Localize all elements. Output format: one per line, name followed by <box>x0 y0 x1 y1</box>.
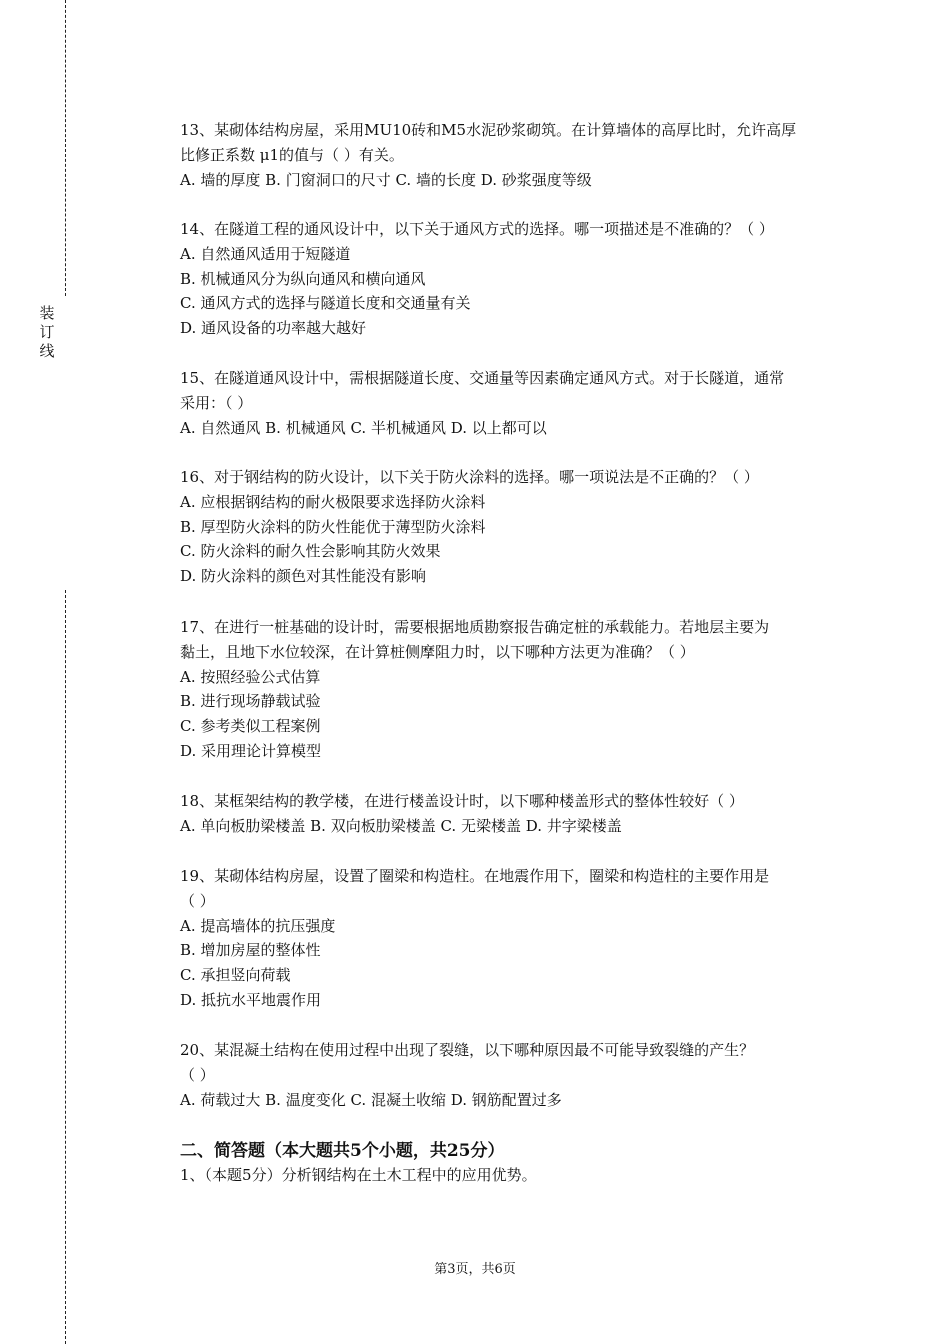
question-line: A. 提高墙体的抗压强度 <box>180 916 336 935</box>
question-line: （ ） <box>180 1065 215 1084</box>
question-stem: 19、某砌体结构房屋，设置了圈梁和构造柱。在地震作用下，圈梁和构造柱的主要作用是 <box>180 867 770 885</box>
question-stem: 14、在隧道工程的通风设计中，以下关于通风方式的选择。哪一项描述是不准确的？（ ） <box>180 220 774 238</box>
question-line: D. 采用理论计算模型 <box>180 741 322 760</box>
question-line: C. 防火涂料的耐久性会影响其防火效果 <box>180 542 441 561</box>
question-stem: 18、某框架结构的教学楼，在进行楼盖设计时，以下哪种楼盖形式的整体性较好（ ） <box>180 792 744 810</box>
question-line: D. 抵抗水平地震作用 <box>180 990 322 1009</box>
question-15 <box>180 366 840 440</box>
short-answer-item <box>180 1163 840 1188</box>
question-stem: 17、在进行一桩基础的设计时，需要根据地质勘察报告确定桩的承载能力。若地层主要为 <box>180 618 770 636</box>
question-line: 采用：（ ） <box>180 393 253 412</box>
binding-label: 装订线 <box>39 304 55 360</box>
binding-line-bottom <box>65 590 66 1344</box>
question-line: C. 承担竖向荷载 <box>180 966 291 985</box>
question-line: C. 通风方式的选择与隧道长度和交通量有关 <box>180 294 471 313</box>
question-16 <box>180 465 840 589</box>
question-19 <box>180 864 840 1013</box>
question-line: A. 自然通风适用于短隧道 <box>180 244 351 263</box>
question-stem: 16、对于钢结构的防火设计，以下关于防火涂料的选择。哪一项说法是不正确的？（ ） <box>180 468 759 486</box>
question-line: 黏土，且地下水位较深，在计算桩侧摩阻力时，以下哪种方法更为准确？（ ） <box>180 642 695 661</box>
question-stem: 13、某砌体结构房屋，采用MU10砖和M5水泥砂浆砌筑。在计算墙体的高厚比时，允许高厚 <box>180 121 797 139</box>
question-line: A. 自然通风 B. 机械通风 C. 半机械通风 D. 以上都可以 <box>180 418 547 437</box>
question-line: A. 按照经验公式估算 <box>180 667 321 686</box>
section-heading: 二、简答题（本大题共5个小题，共25分） <box>180 1141 505 1161</box>
question-17 <box>180 615 840 764</box>
question-line: D. 防火涂料的颜色对其性能没有影响 <box>180 567 427 586</box>
question-13 <box>180 118 840 192</box>
question-line: B. 进行现场静载试验 <box>180 692 321 711</box>
question-line: 比修正系数 μ1的值与（ ）有关。 <box>180 145 404 164</box>
question-20 <box>180 1038 840 1112</box>
question-line: B. 增加房屋的整体性 <box>180 941 321 960</box>
question-stem: 20、某混凝土结构在使用过程中出现了裂缝，以下哪种原因最不可能导致裂缝的产生？ <box>180 1041 755 1059</box>
question-line: B. 厚型防火涂料的防火性能优于薄型防火涂料 <box>180 517 486 536</box>
question-line: D. 通风设备的功率越大越好 <box>180 319 367 338</box>
question-stem: 15、在隧道通风设计中，需根据隧道长度、交通量等因素确定通风方式。对于长隧道，通常 <box>180 369 785 387</box>
short-answer-text: 1、（本题5分）分析钢结构在土木工程中的应用优势。 <box>180 1166 537 1184</box>
question-line: A. 应根据钢结构的耐火极限要求选择防火涂料 <box>180 492 486 511</box>
question-line: （ ） <box>180 891 215 910</box>
question-14 <box>180 217 840 341</box>
question-line: A. 荷载过大 B. 温度变化 C. 混凝土收缩 D. 钢筋配置过多 <box>180 1090 562 1109</box>
binding-line-top <box>65 0 66 296</box>
question-line: A. 墙的厚度 B. 门窗洞口的尺寸 C. 墙的长度 D. 砂浆强度等级 <box>180 170 592 189</box>
page-footer: 第3页，共6页 <box>434 1262 516 1277</box>
question-line: B. 机械通风分为纵向通风和横向通风 <box>180 269 426 288</box>
question-line: A. 单向板肋梁楼盖 B. 双向板肋梁楼盖 C. 无梁楼盖 D. 井字梁楼盖 <box>180 816 622 835</box>
question-18 <box>180 789 840 839</box>
question-line: C. 参考类似工程案例 <box>180 717 321 736</box>
